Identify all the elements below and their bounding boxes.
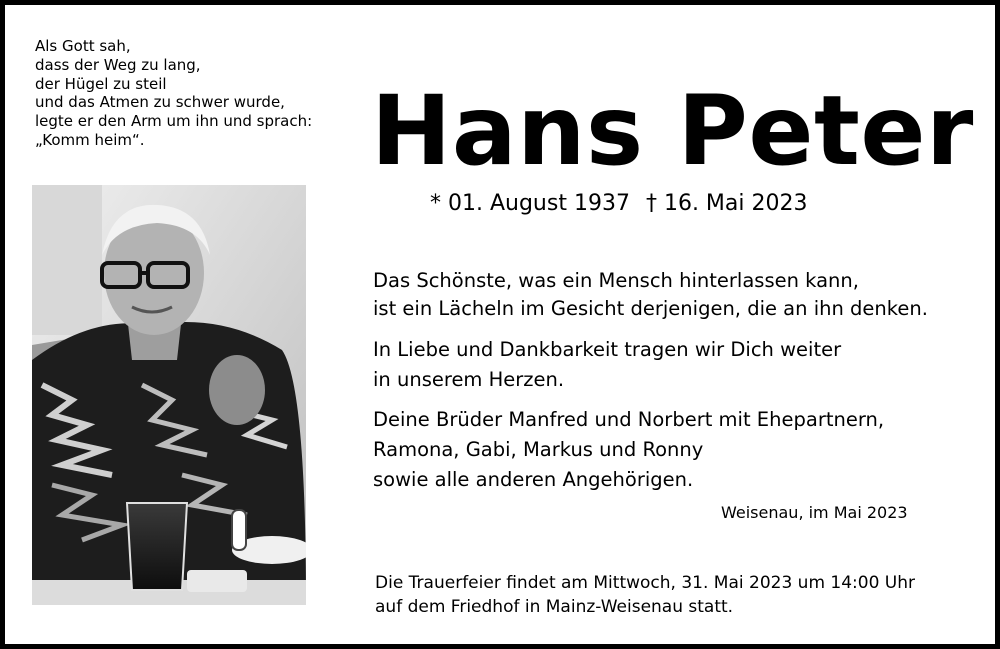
funeral-line: auf dem Friedhof in Mainz-Weisenau statt. — [375, 597, 734, 617]
quote-line: ist ein Lächeln im Gesicht derjenigen, die an ihn denken. — [373, 297, 928, 320]
poem-line: legte er den Arm um ihn und sprach: — [35, 112, 313, 131]
poem-line: „Komm heim“. — [35, 130, 145, 149]
quote-line: Das Schönste, was ein Mensch hinterlassen kann, — [373, 269, 859, 292]
mourners-line: Ramona, Gabi, Markus und Ronny — [373, 438, 704, 461]
dedication — [373, 335, 841, 395]
mourners-line: Deine Brüder Manfred und Norbert mit Ehepartnern, — [373, 408, 885, 431]
poem-line: Als Gott sah, — [35, 37, 131, 55]
funeral-line: Die Trauerfeier findet am Mittwoch, 31. Mai 2023 um 14:00 Uhr — [375, 573, 916, 593]
dedication-line: In Liebe und Dankbarkeit tragen wir Dich weiter — [373, 338, 842, 361]
poem — [35, 37, 335, 150]
birth-date: * 01. August 1937 — [430, 191, 630, 216]
mourners-line: sowie alle anderen Angehörigen. — [373, 468, 694, 491]
deceased-name: Hans Peter — [371, 75, 974, 187]
poem-line: der Hügel zu steil — [35, 74, 167, 93]
place-date: Weisenau, im Mai 2023 — [721, 503, 908, 522]
funeral-notice — [375, 571, 915, 619]
portrait-photo — [32, 185, 306, 605]
mourners — [373, 405, 884, 495]
poem-line: dass der Weg zu lang, — [35, 55, 201, 74]
quote — [373, 267, 928, 323]
death-date: † 16. Mai 2023 — [645, 191, 808, 216]
life-dates — [430, 191, 807, 216]
dedication-line: in unserem Herzen. — [373, 368, 565, 391]
poem-line: und das Atmen zu schwer wurde, — [35, 93, 285, 112]
